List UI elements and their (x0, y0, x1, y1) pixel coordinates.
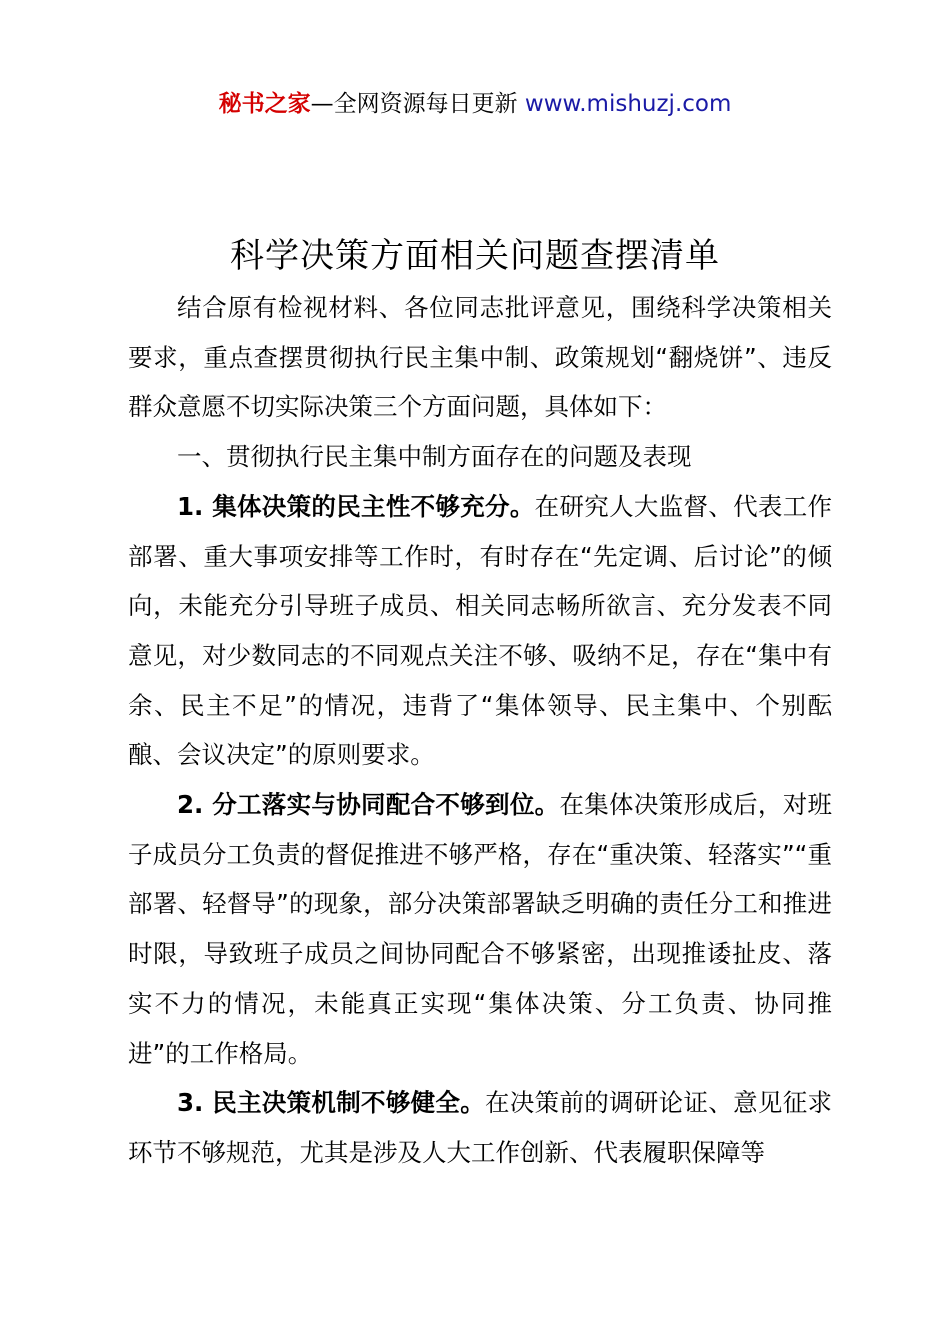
section-heading: 一、贯彻执行民主集中制方面存在的问题及表现 (177, 442, 692, 472)
item-paragraph-1 (128, 482, 832, 780)
item-paragraph-2 (128, 780, 832, 1078)
item-3-body: 在决策前的调研论证、意见征求环节不够规范，尤其是涉及人大工作创新、代表履职保障等 (128, 1088, 833, 1167)
item-2-lead: 2. 分工落实与协同配合不够到位。 (177, 790, 560, 820)
item-1-lead: 1. 集体决策的民主性不够充分。 (177, 491, 535, 521)
document-body (128, 283, 832, 1178)
item-2-body: 在集体决策形成后，对班子成员分工负责的督促推进不够严格，存在“重决策、轻落实”“重部署、轻督导”的现象，部分决策部署缺乏明确的责任分工和推进时限，导致班子成员之间协同配合不够紧密，出现推诿扯皮、落实不力的情况，未能真正实现“集体决策、分工负责、协同推进”的工作格局。 (128, 790, 832, 1068)
item-1-body: 在研究人大监督、代表工作部署、重大事项安排等工作时，有时存在“先定调、后讨论”的倾向，未能充分引导班子成员、相关同志畅所欲言、充分发表不同意见，对少数同志的不同观点关注不够、吸纳不足，存在“集中有余、民主不足”的情况，违背了“集体领导、民主集中、个别酝酿、会议决定”的原则要求。 (128, 491, 833, 770)
site-url-link[interactable]: www.mishuzj.com (524, 91, 732, 117)
item-3-lead: 3. 民主决策机制不够健全。 (177, 1088, 486, 1118)
site-tagline: —全网资源每日更新 (310, 91, 525, 117)
intro-paragraph: 结合原有检视材料、各位同志批评意见，围绕科学决策相关要求，重点查摆贯彻执行民主集中制、政策规划“翻烧饼”、违反群众意愿不切实际决策三个方面问题，具体如下： (128, 293, 832, 422)
document-title: 科学决策方面相关问题查摆清单 (230, 236, 720, 276)
item-paragraph-3 (128, 1078, 832, 1177)
site-header (0, 88, 950, 120)
site-brand: 秘书之家 (218, 91, 311, 117)
